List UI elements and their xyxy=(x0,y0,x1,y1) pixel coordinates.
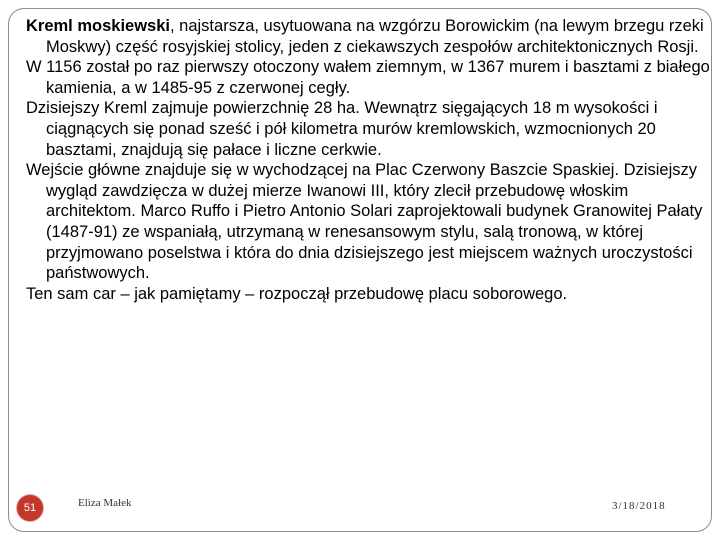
paragraph-4: Wejście główne znajduje się w wychodzącej na Plac Czerwony Baszcie Spaskiej. Dzisiejszy wygląd zawdzięcza w dużej mierze Iwanowi III, który zlecił przebudowę włoskim architektom. Marco Ruffo i Pietro Antonio Solari zaprojektowali budynek Granowitej Pałaty (1487-91) ze wspaniałą, utrzymaną w renesansowym stylu, salą tronową, w której przyjmowano poselstwa i która do dnia dzisiejszego jest miejscem ważnych uroczystości państwowych. xyxy=(26,161,703,283)
paragraph-1-text: , najstarsza, usytuowana na wzgórzu Borowickim (na lewym brzegu rzeki Moskwy) część rosyjskiej stolicy, jeden z ciekawszych zespołów architektonicznych Rosji. xyxy=(46,17,704,56)
paragraph-3: Dzisiejszy Kreml zajmuje powierzchnię 28 ha. Wewnątrz sięgających 18 m wysokości i ciągnących się ponad sześć i pół kilometra murów kremlowskich, wzmocnionych 20 basztami, znajdują się pałace i liczne cerkwie. xyxy=(26,99,658,159)
paragraph-5: Ten sam car – jak pamiętamy – rozpoczął przebudowę placu soborowego. xyxy=(26,284,568,303)
slide-number-badge: 51 xyxy=(16,494,44,522)
paragraph-2: W 1156 został po raz pierwszy otoczony wałem ziemnym, w 1367 murem i basztami z białego kamienia, a w 1485-95 z czerwonej cegły. xyxy=(26,58,710,97)
paragraph-1-bold-lead: Kreml moskiewski xyxy=(26,17,170,35)
footer-author: Eliza Małek xyxy=(78,497,132,509)
slide-body xyxy=(26,16,716,304)
footer-date: 3/18/2018 xyxy=(612,500,666,512)
paragraph-1 xyxy=(26,16,716,57)
